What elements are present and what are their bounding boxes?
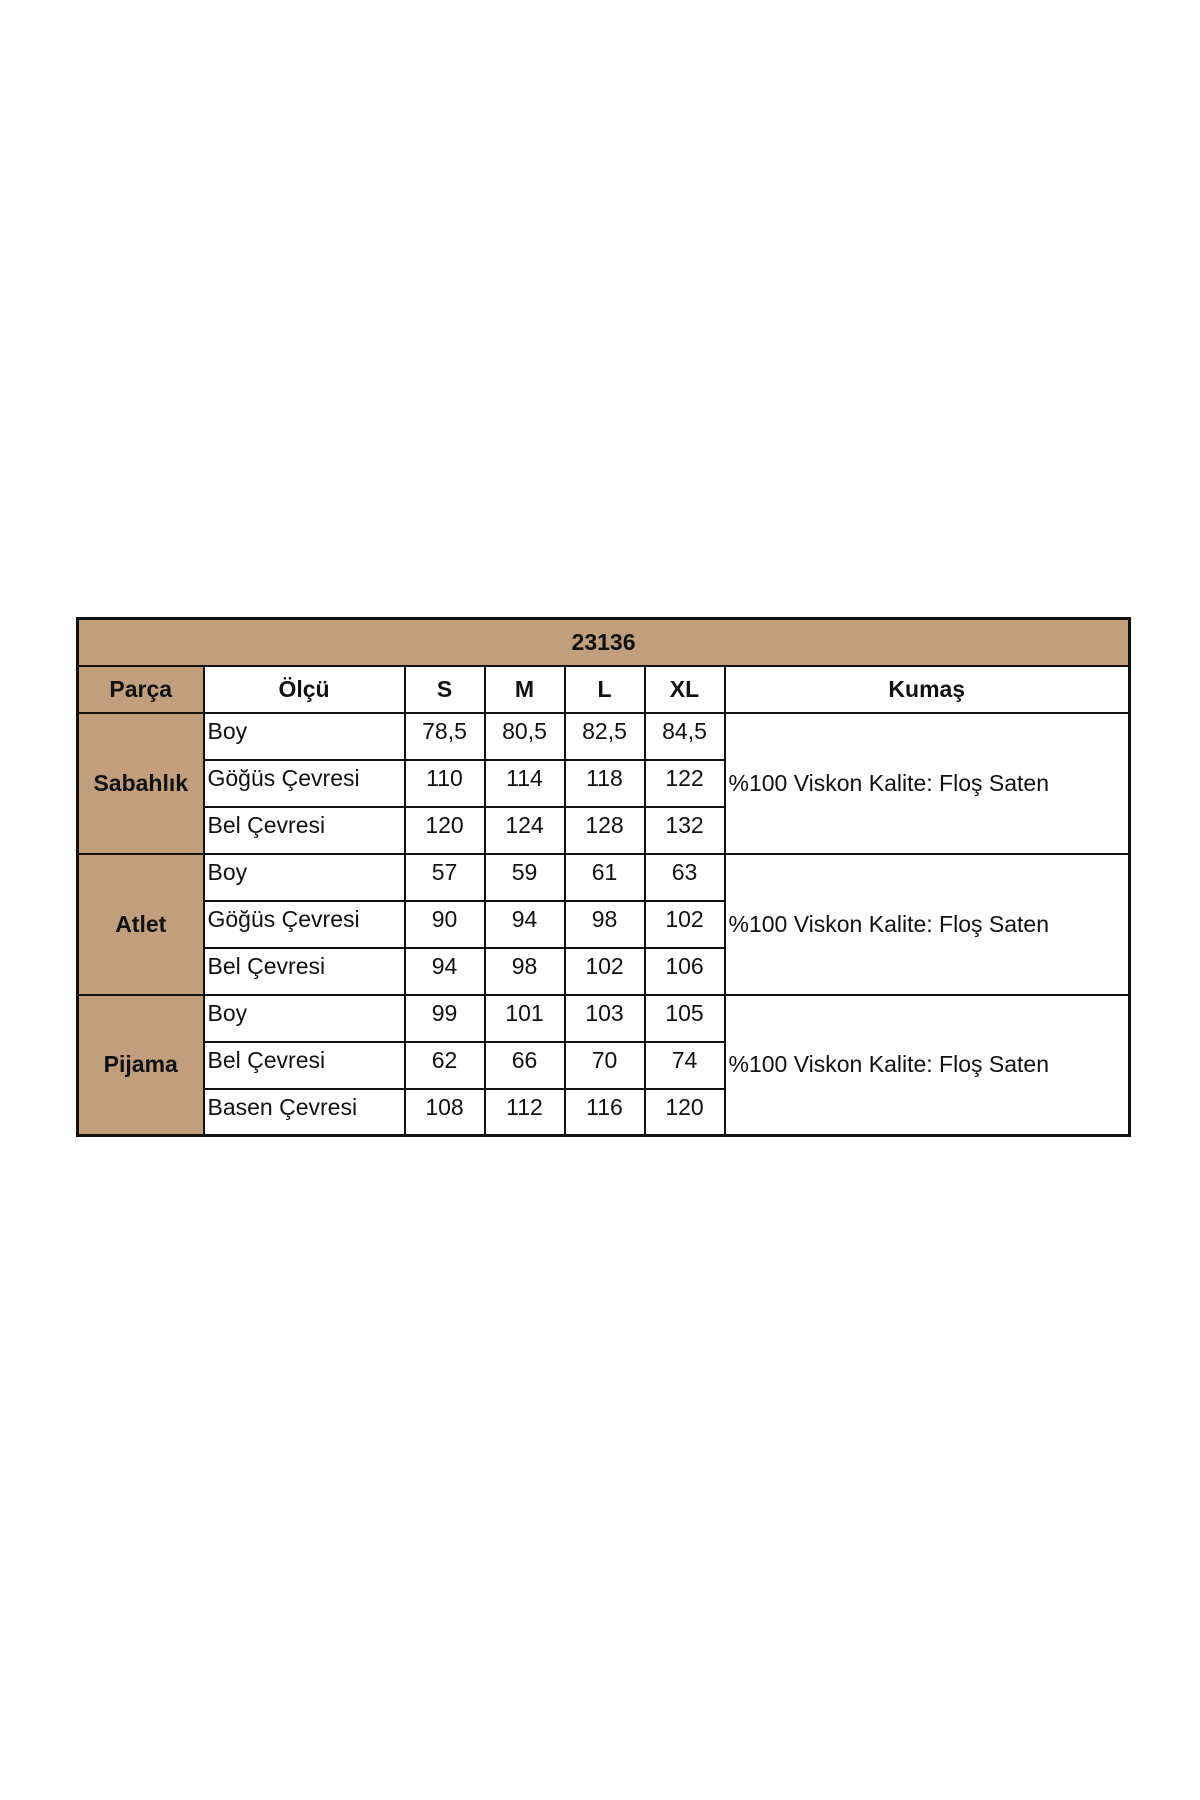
measure-label: Boy (204, 854, 405, 901)
header-size-s: S (405, 666, 485, 713)
size-value: 120 (405, 807, 485, 854)
header-size-l: L (565, 666, 645, 713)
header-measure: Ölçü (204, 666, 405, 713)
table-row (78, 995, 1130, 1042)
measure-label: Basen Çevresi (204, 1089, 405, 1136)
size-value: 103 (565, 995, 645, 1042)
size-value: 84,5 (645, 713, 725, 760)
header-fabric: Kumaş (725, 666, 1130, 713)
header-size-xl: XL (645, 666, 725, 713)
table-row (78, 713, 1130, 760)
size-value: 59 (485, 854, 565, 901)
part-pijama: Pijama (78, 995, 204, 1136)
size-value: 99 (405, 995, 485, 1042)
size-value: 57 (405, 854, 485, 901)
size-value: 105 (645, 995, 725, 1042)
fabric-pijama: %100 Viskon Kalite: Floş Saten (725, 995, 1130, 1136)
measure-label: Göğüs Çevresi (204, 760, 405, 807)
measure-label: Bel Çevresi (204, 1042, 405, 1089)
table-title: 23136 (78, 619, 1130, 666)
size-value: 98 (485, 948, 565, 995)
size-value: 102 (565, 948, 645, 995)
size-value: 112 (485, 1089, 565, 1136)
fabric-sabahlik: %100 Viskon Kalite: Floş Saten (725, 713, 1130, 854)
size-value: 78,5 (405, 713, 485, 760)
title-row (78, 619, 1130, 666)
size-value: 66 (485, 1042, 565, 1089)
measure-label: Boy (204, 713, 405, 760)
size-value: 128 (565, 807, 645, 854)
measure-label: Göğüs Çevresi (204, 901, 405, 948)
part-atlet: Atlet (78, 854, 204, 995)
size-value: 106 (645, 948, 725, 995)
size-value: 90 (405, 901, 485, 948)
fabric-atlet: %100 Viskon Kalite: Floş Saten (725, 854, 1130, 995)
size-value: 124 (485, 807, 565, 854)
part-sabahlik: Sabahlık (78, 713, 204, 854)
size-value: 120 (645, 1089, 725, 1136)
header-part: Parça (78, 666, 204, 713)
size-value: 80,5 (485, 713, 565, 760)
header-size-m: M (485, 666, 565, 713)
size-chart-table (76, 617, 1131, 1137)
size-value: 98 (565, 901, 645, 948)
measure-label: Bel Çevresi (204, 948, 405, 995)
size-value: 114 (485, 760, 565, 807)
size-value: 82,5 (565, 713, 645, 760)
size-value: 108 (405, 1089, 485, 1136)
size-value: 63 (645, 854, 725, 901)
measure-label: Boy (204, 995, 405, 1042)
size-value: 132 (645, 807, 725, 854)
measure-label: Bel Çevresi (204, 807, 405, 854)
size-value: 110 (405, 760, 485, 807)
size-value: 62 (405, 1042, 485, 1089)
size-value: 94 (405, 948, 485, 995)
size-value: 70 (565, 1042, 645, 1089)
size-value: 101 (485, 995, 565, 1042)
header-row (78, 666, 1130, 713)
size-value: 94 (485, 901, 565, 948)
size-value: 102 (645, 901, 725, 948)
size-value: 118 (565, 760, 645, 807)
size-value: 122 (645, 760, 725, 807)
table-row (78, 854, 1130, 901)
size-value: 74 (645, 1042, 725, 1089)
size-value: 116 (565, 1089, 645, 1136)
size-value: 61 (565, 854, 645, 901)
